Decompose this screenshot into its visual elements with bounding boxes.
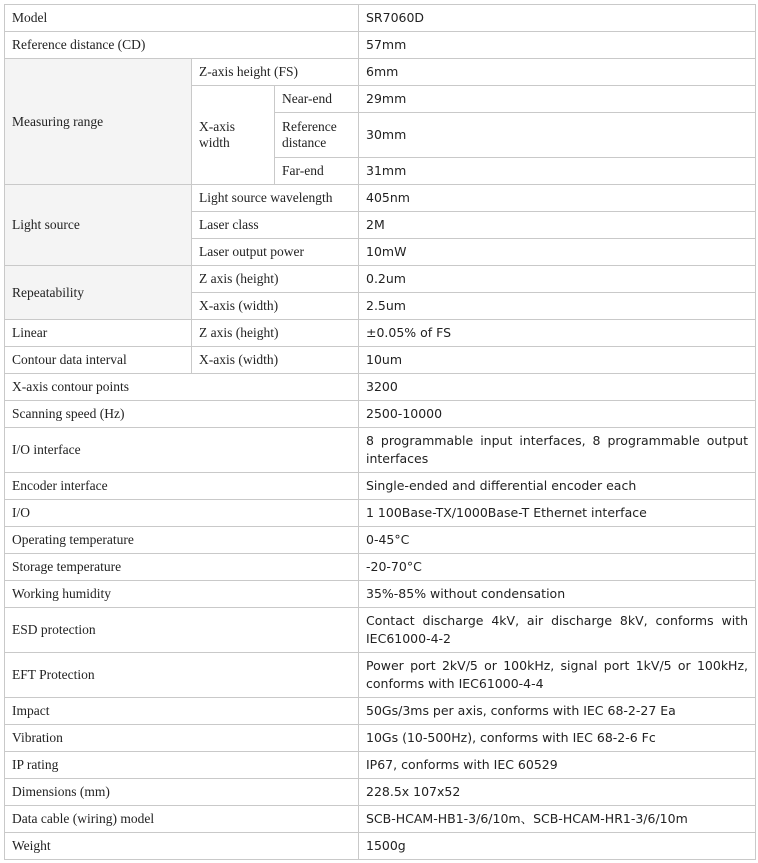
row-value-storage-temperature: -20-70°C (359, 554, 756, 581)
row-value-io: 1 100Base-TX/1000Base-T Ethernet interface (359, 500, 756, 527)
table-row (5, 554, 756, 581)
sub-label-z-axis-height: Z-axis height (FS) (192, 59, 359, 86)
row-label-impact: Impact (5, 698, 359, 725)
row-value-laser-class: 2M (359, 212, 756, 239)
row-label-model: Model (5, 5, 359, 32)
sub-label-far-end: Far-end (275, 158, 359, 185)
table-row (5, 401, 756, 428)
spec-table (4, 4, 756, 860)
sub-label-linear: Z axis (height) (192, 320, 359, 347)
sub-group-label-x-axis-width: X-axis width (192, 86, 275, 185)
table-row (5, 752, 756, 779)
row-value-z-axis-height: 6mm (359, 59, 756, 86)
table-row (5, 725, 756, 752)
table-row (5, 59, 756, 86)
sub-label-wavelength: Light source wavelength (192, 185, 359, 212)
table-row (5, 581, 756, 608)
row-value-model: SR7060D (359, 5, 756, 32)
table-row (5, 608, 756, 653)
row-value-dimensions: 228.5x 107x52 (359, 779, 756, 806)
row-label-contour-interval: Contour data interval (5, 347, 192, 374)
table-row (5, 500, 756, 527)
row-value-eft-protection: Power port 2kV/5 or 100kHz, signal port 1kV/5 or 100kHz, conforms with IEC61000-4-4 (359, 653, 756, 698)
row-value-linear: ±0.05% of FS (359, 320, 756, 347)
row-label-ip-rating: IP rating (5, 752, 359, 779)
row-value-io-interface: 8 programmable input interfaces, 8 programmable output interfaces (359, 428, 756, 473)
table-row (5, 266, 756, 293)
row-label-data-cable: Data cable (wiring) model (5, 806, 359, 833)
sub-label-contour-interval: X-axis (width) (192, 347, 359, 374)
sub-label-near-end: Near-end (275, 86, 359, 113)
row-value-contour-interval: 10um (359, 347, 756, 374)
row-label-encoder-interface: Encoder interface (5, 473, 359, 500)
table-row (5, 32, 756, 59)
row-value-impact: 50Gs/3ms per axis, conforms with IEC 68-2-27 Ea (359, 698, 756, 725)
row-label-weight: Weight (5, 833, 359, 860)
table-row (5, 779, 756, 806)
table-row (5, 473, 756, 500)
sub-label-laser-class: Laser class (192, 212, 359, 239)
row-value-reference-distance: 57mm (359, 32, 756, 59)
row-value-repeatability-x: 2.5um (359, 293, 756, 320)
row-value-esd-protection: Contact discharge 4kV, air discharge 8kV, conforms with IEC61000-4-2 (359, 608, 756, 653)
row-value-weight: 1500g (359, 833, 756, 860)
sub-label-reference-distance: Reference distance (275, 113, 359, 158)
group-label-repeatability: Repeatability (5, 266, 192, 320)
sub-label-output-power: Laser output power (192, 239, 359, 266)
row-value-operating-temperature: 0-45°C (359, 527, 756, 554)
row-label-contour-points: X-axis contour points (5, 374, 359, 401)
row-value-repeatability-z: 0.2um (359, 266, 756, 293)
row-value-contour-points: 3200 (359, 374, 756, 401)
group-label-measuring-range: Measuring range (5, 59, 192, 185)
row-value-near-end: 29mm (359, 86, 756, 113)
table-row (5, 806, 756, 833)
row-value-vibration: 10Gs (10-500Hz), conforms with IEC 68-2-6 Fc (359, 725, 756, 752)
row-label-vibration: Vibration (5, 725, 359, 752)
table-row (5, 320, 756, 347)
row-value-working-humidity: 35%-85% without condensation (359, 581, 756, 608)
row-label-esd-protection: ESD protection (5, 608, 359, 653)
row-value-output-power: 10mW (359, 239, 756, 266)
sub-label-repeatability-z: Z axis (height) (192, 266, 359, 293)
row-label-io-interface: I/O interface (5, 428, 359, 473)
row-value-far-end: 31mm (359, 158, 756, 185)
table-row (5, 428, 756, 473)
table-row (5, 185, 756, 212)
row-label-working-humidity: Working humidity (5, 581, 359, 608)
table-row (5, 347, 756, 374)
table-row (5, 698, 756, 725)
row-label-storage-temperature: Storage temperature (5, 554, 359, 581)
row-label-linear: Linear (5, 320, 192, 347)
sub-label-repeatability-x: X-axis (width) (192, 293, 359, 320)
table-row (5, 5, 756, 32)
row-label-io: I/O (5, 500, 359, 527)
row-value-x-reference: 30mm (359, 113, 756, 158)
row-label-eft-protection: EFT Protection (5, 653, 359, 698)
group-label-light-source: Light source (5, 185, 192, 266)
row-value-wavelength: 405nm (359, 185, 756, 212)
row-label-dimensions: Dimensions (mm) (5, 779, 359, 806)
table-row (5, 833, 756, 860)
row-label-scanning-speed: Scanning speed (Hz) (5, 401, 359, 428)
table-row (5, 653, 756, 698)
row-value-data-cable: SCB-HCAM-HB1-3/6/10m、SCB-HCAM-HR1-3/6/10m (359, 806, 756, 833)
table-row (5, 374, 756, 401)
row-value-encoder-interface: Single-ended and differential encoder each (359, 473, 756, 500)
row-label-reference-distance: Reference distance (CD) (5, 32, 359, 59)
row-value-scanning-speed: 2500-10000 (359, 401, 756, 428)
row-label-operating-temperature: Operating temperature (5, 527, 359, 554)
table-row (5, 527, 756, 554)
row-value-ip-rating: IP67, conforms with IEC 60529 (359, 752, 756, 779)
